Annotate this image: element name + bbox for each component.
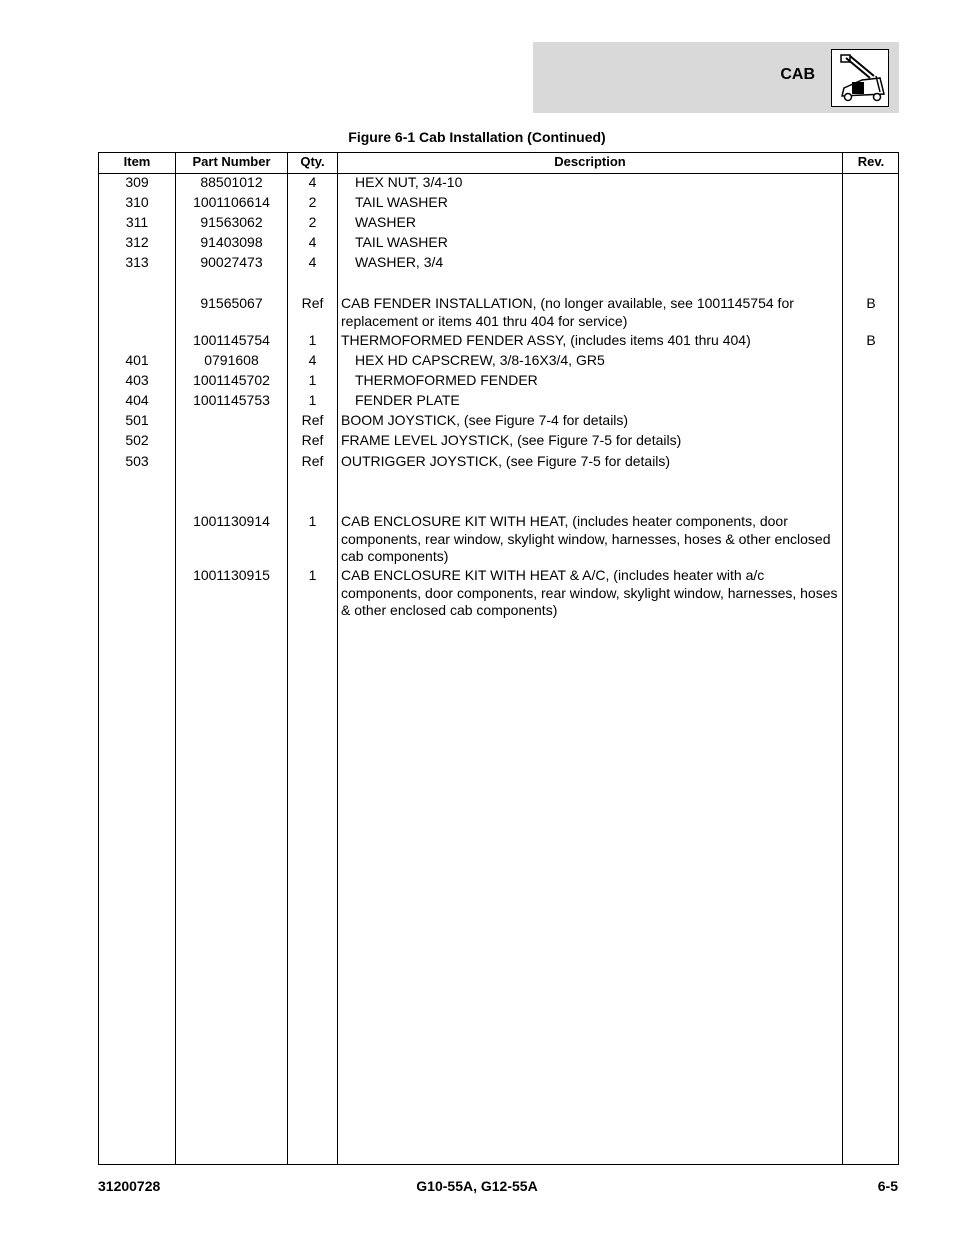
cab-lift-icon [831,49,889,107]
description [341,513,841,566]
parts-table [98,152,899,1165]
quantity: 4 [308,174,317,190]
quantity: 1 [308,392,317,408]
section-header [533,42,899,113]
description [341,295,841,330]
quantity: 1 [308,567,317,583]
quantity: 1 [308,513,317,529]
description: FRAME LEVEL JOYSTICK, (see Figure 7-5 for details) [341,432,682,448]
quantity: Ref [301,295,324,311]
quantity: 4 [308,352,317,368]
quantity: 4 [308,254,317,270]
item-number: 311 [125,214,149,230]
description: TAIL WASHER [355,234,448,250]
description: THERMOFORMED FENDER ASSY, (includes items 401 thru 404) [341,332,751,348]
description: BOOM JOYSTICK, (see Figure 7-4 for details) [341,412,629,428]
page-number: 6-5 [877,1178,898,1194]
description-line: CAB ENCLOSURE KIT WITH HEAT, (includes heater components, door [341,513,788,529]
item-number: 503 [125,453,149,469]
item-number: 313 [125,254,149,270]
column-header-part-number: Part Number [192,154,271,169]
part-number: 1001145754 [193,332,270,348]
model-names: G10-55A, G12-55A [416,1178,538,1194]
part-number: 88501012 [200,174,263,190]
description: WASHER, 3/4 [355,254,444,270]
description: TAIL WASHER [355,194,448,210]
quantity: 2 [308,194,317,210]
item-number: 309 [125,174,149,190]
section-title: CAB [780,66,815,83]
description: HEX NUT, 3/4-10 [355,174,463,190]
revision: B [866,332,876,348]
item-number: 312 [125,234,149,250]
item-number: 403 [125,372,149,388]
part-number: 91563062 [200,214,263,230]
quantity: 2 [308,214,317,230]
column-header-description: Description [554,154,626,169]
description-line: CAB FENDER INSTALLATION, (no longer available, see 1001145754 for [341,295,794,311]
description: FENDER PLATE [355,392,460,408]
description-line: components, rear window, skylight window, harnesses, hoses & other enclosed [341,530,831,547]
description-line: components, door components, rear window, skylight window, harnesses, hoses [341,584,838,601]
item-number: 310 [125,194,149,210]
quantity: Ref [301,432,324,448]
item-number: 501 [125,412,149,428]
description: OUTRIGGER JOYSTICK, (see Figure 7-5 for details) [341,453,671,469]
part-number: 91403098 [200,234,263,250]
part-number: 1001130915 [193,567,270,583]
item-number: 404 [125,392,149,408]
part-number: 91565067 [200,295,263,311]
description: HEX HD CAPSCREW, 3/8-16X3/4, GR5 [355,352,605,368]
part-number: 1001145702 [193,372,270,388]
description: THERMOFORMED FENDER [355,372,538,388]
quantity: 4 [308,234,317,250]
quantity: Ref [301,412,324,428]
description-line: CAB ENCLOSURE KIT WITH HEAT & A/C, (includes heater with a/c [341,567,765,583]
quantity: 1 [308,372,317,388]
description: WASHER [355,214,416,230]
quantity: 1 [308,332,317,348]
column-header-item: Item [123,154,151,169]
description-line: replacement or items 401 thru 404 for service) [341,312,628,329]
part-number: 1001145753 [193,392,270,408]
part-number: 1001106614 [193,194,270,210]
part-number: 1001130914 [193,513,270,529]
column-divider [337,153,338,1164]
description-line: cab components) [341,548,449,564]
document-number: 31200728 [98,1178,161,1194]
column-header-rev: Rev. [857,154,885,169]
description [341,567,841,620]
part-number: 0791608 [204,352,259,368]
quantity: Ref [301,453,324,469]
figure-title: Figure 6-1 Cab Installation (Continued) [348,129,606,145]
item-number: 401 [125,352,149,368]
revision: B [866,295,876,311]
item-number: 502 [125,432,149,448]
description-line: & other enclosed cab components) [341,602,558,618]
part-number: 90027473 [200,254,263,270]
column-header-qty: Qty. [300,154,325,169]
